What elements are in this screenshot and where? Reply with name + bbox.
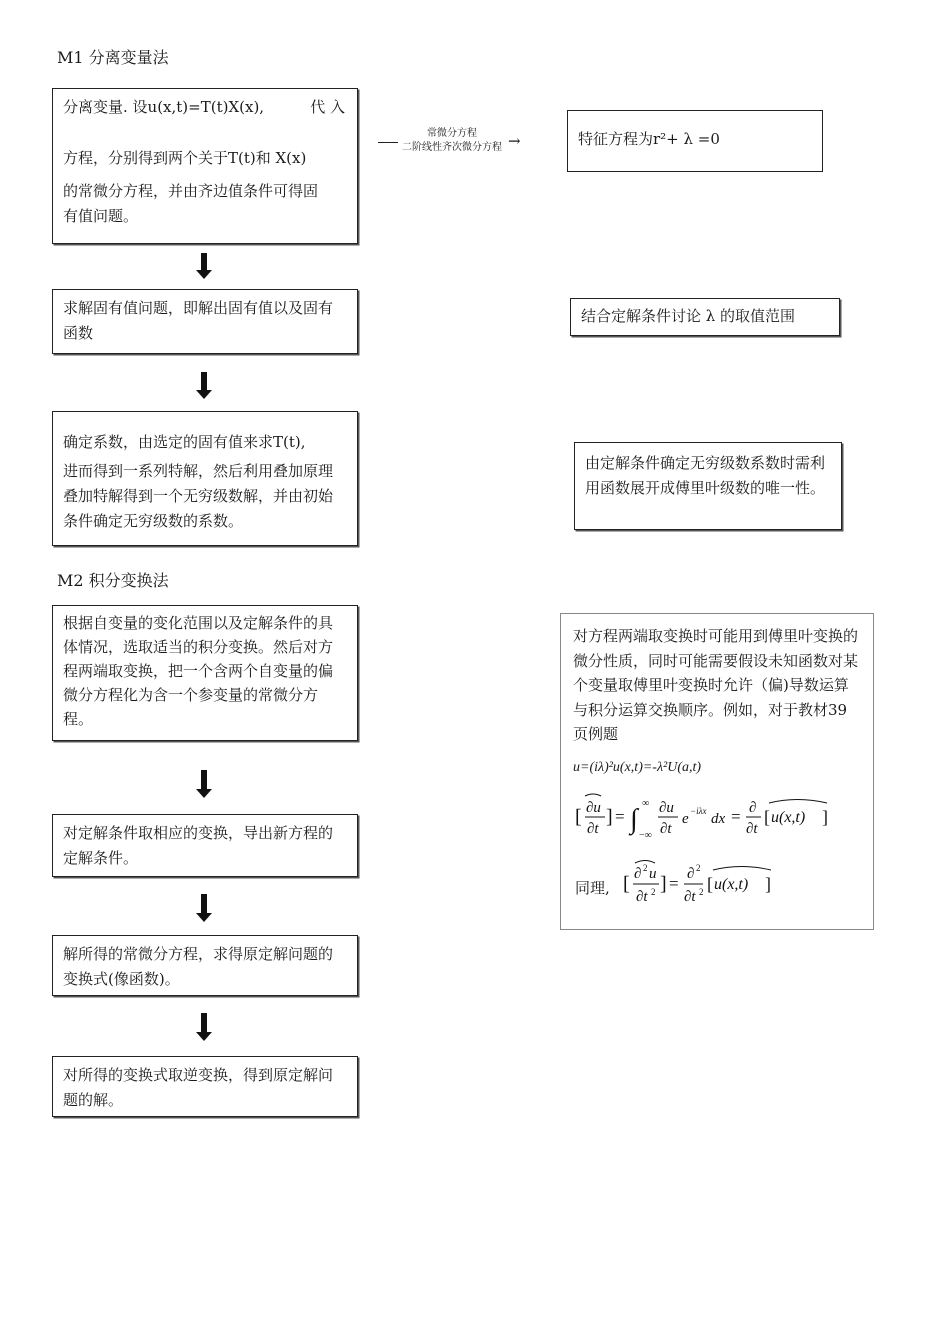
m2-step4-text: 对所得的变换式取逆变换，得到原定解问题的解。 (63, 1066, 334, 1109)
down-arrow-icon (196, 894, 212, 922)
m1-step2-text: 求解固有值问题，即解出固有值以及固有函数 (63, 299, 334, 342)
m2-step2-box (52, 814, 358, 877)
svg-text:∂t: ∂t (746, 821, 758, 837)
svg-text:[: [ (623, 873, 630, 895)
down-arrow-icon (196, 253, 212, 279)
down-arrow-icon (196, 372, 212, 399)
down-arrow-icon (196, 1013, 212, 1041)
svg-text:2: 2 (696, 863, 701, 873)
svg-text:∂t: ∂t (636, 889, 648, 905)
m1-section-title: M1 分离变量法 (57, 48, 169, 67)
svg-text:e: e (682, 811, 689, 827)
svg-text:u(x,t): u(x,t) (771, 809, 806, 826)
m1-step3-line1: 确定系数，由选定的固有值来求T(t), (63, 433, 306, 451)
svg-text:2: 2 (643, 863, 648, 873)
svg-text:∫: ∫ (630, 804, 638, 835)
svg-text:∂t: ∂t (587, 821, 599, 837)
right-arrow-icon: → (508, 132, 521, 150)
m2-note-eq1: u=(iλ)²u(x,t)=-λ²U(a,t) (573, 759, 702, 775)
m2-note-text: 对方程两端取变换时可能用到傅里叶变换的微分性质，同时可能需要假设未知函数对某个变量取傅里叶变换时允许（偏)导数运算与积分运算交换顺序。例如，对于教材39页例题 (573, 627, 859, 743)
svg-text:∂: ∂ (687, 866, 695, 882)
m1-step1-line1-tail: 代 入 (310, 98, 345, 116)
m2-step1-box (52, 605, 358, 741)
m1-step1-line3: 的常微分方程，并由齐边值条件可得固 (63, 182, 319, 200)
m1-step1-line2: 方程，分别得到两个关于T(t)和 X(x) (63, 149, 307, 167)
link-label-bottom: 二阶线性齐次微分方程 (402, 142, 502, 153)
link-line-left (378, 142, 398, 143)
m1-step1-box (52, 88, 358, 244)
m2-note-box (560, 613, 874, 930)
svg-text:=: = (669, 874, 679, 893)
svg-text:[: [ (707, 874, 713, 894)
m1-side1-box (567, 110, 823, 172)
m2-note-eq3-prefix: 同理, (575, 879, 610, 897)
m1-side3-text: 由定解条件确定无穷级数系数时需利用函数展开成傅里叶级数的唯一性。 (585, 454, 826, 497)
svg-text:dx: dx (711, 811, 726, 827)
m2-section-title: M2 积分变换法 (57, 571, 169, 590)
svg-text:u(x,t): u(x,t) (714, 876, 749, 893)
m1-side1-text: 特征方程为r²+ λ =0 (578, 130, 720, 148)
m1-step1-line4: 有值问题。 (63, 207, 139, 225)
m2-step2-text: 对定解条件取相应的变换，导出新方程的定解条件。 (63, 824, 334, 867)
svg-text:∂: ∂ (634, 866, 642, 882)
m1-side2-text: 结合定解条件讨论 λ 的取值范围 (581, 307, 796, 325)
svg-text:]: ] (606, 806, 613, 828)
m1-step3-box (52, 411, 358, 546)
svg-text:[: [ (764, 807, 770, 827)
svg-text:∞: ∞ (642, 798, 650, 809)
svg-text:∂u: ∂u (659, 800, 674, 816)
svg-text:∂u: ∂u (586, 800, 601, 816)
m1-side3-box (574, 442, 842, 530)
m2-step1-text: 根据自变量的变化范围以及定解条件的具体情况，选取适当的积分变换。然后对方程两端取变换，把一个含两个自变量的偏微分方程化为含一个参变量的常微分方程。 (63, 614, 334, 728)
svg-text:=: = (615, 807, 625, 826)
svg-text:u: u (649, 866, 657, 882)
m2-step3-box (52, 935, 358, 996)
svg-text:∂: ∂ (749, 800, 757, 816)
svg-text:−iλx: −iλx (690, 806, 707, 816)
m1-step3-line2: 进而得到一系列特解，然后利用叠加原理叠加特解得到一个无穷级数解，并由初始条件确定无穷级数的系数。 (63, 462, 334, 530)
svg-text:∂t: ∂t (660, 821, 672, 837)
m1-step1-line1: 分离变量. 设u(x,t)=T(t)X(x), (63, 98, 265, 116)
svg-text:]: ] (660, 873, 667, 895)
svg-text:]: ] (822, 807, 828, 827)
fourier-second-derivative-formula (623, 858, 793, 912)
svg-text:2: 2 (651, 887, 656, 897)
m2-step4-box (52, 1056, 358, 1117)
svg-text:−∞: −∞ (639, 830, 652, 841)
svg-text:=: = (731, 807, 741, 826)
m1-step2-box (52, 289, 358, 354)
m2-step3-text: 解所得的常微分方程，求得原定解问题的变换式(像函数)。 (63, 945, 334, 988)
svg-text:]: ] (765, 874, 771, 894)
down-arrow-icon (196, 770, 212, 798)
m1-side2-box (570, 298, 840, 336)
svg-text:∂t: ∂t (684, 889, 696, 905)
svg-text:2: 2 (699, 887, 704, 897)
fourier-derivative-formula (575, 792, 845, 844)
link-label-top: 常微分方程 (427, 128, 477, 139)
svg-text:[: [ (575, 806, 582, 828)
